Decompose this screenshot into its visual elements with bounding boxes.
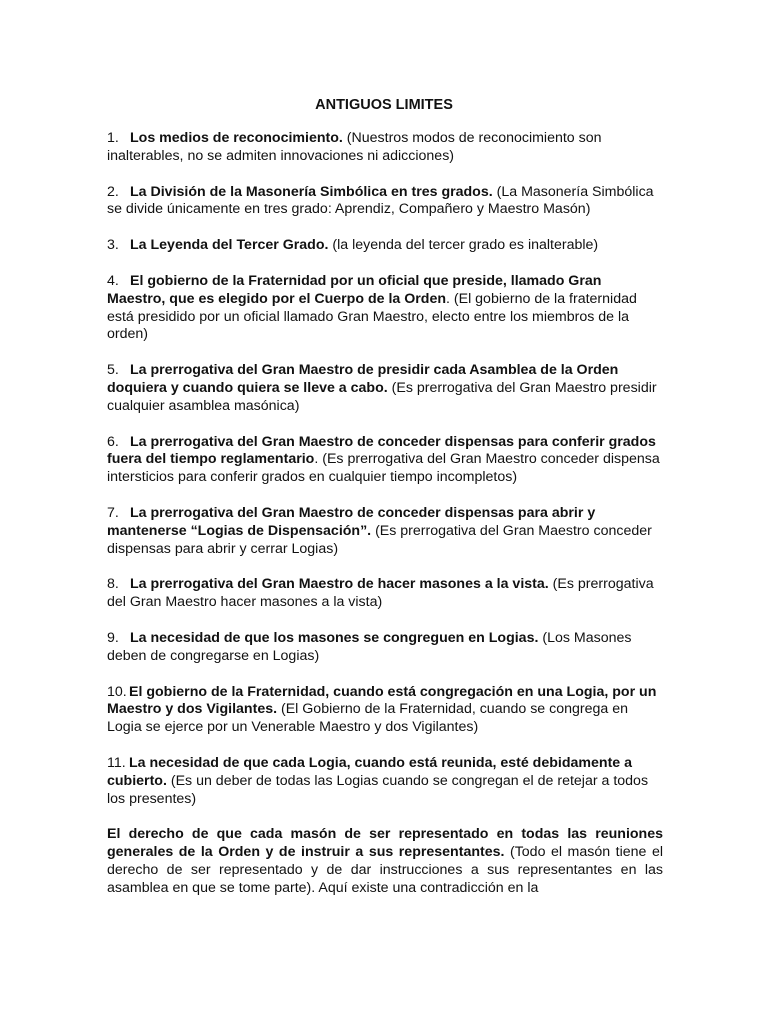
item-number: 3. <box>107 237 119 254</box>
item-text: (Es prerrogativa del Gran Maestro presidir cualquier asamblea masónica) <box>107 379 657 414</box>
item-heading: La prerrogativa del Gran Maestro de conceder dispensas para conferir grados fuera del tiempo reglamentario <box>107 433 656 468</box>
item-number: 2. <box>107 183 119 200</box>
item-number: 8. <box>107 576 119 593</box>
item-number: 6. <box>107 433 119 450</box>
paragraph-heading: El derecho de que cada masón de ser representado en todas las reuniones generales de la Orden y de instruir a sus representantes. <box>107 826 663 861</box>
item-number: 4. <box>107 272 119 289</box>
item-text: (Es un deber de todas las Logias cuando se congregan el de retejar a todos los presentes) <box>107 772 649 807</box>
list-item <box>107 576 663 612</box>
list-item <box>107 184 663 220</box>
item-number: 5. <box>107 362 119 379</box>
item-text: (Nuestros modos de reconocimiento son inalterables, no se admiten innovaciones ni adicciones) <box>107 130 602 164</box>
item-heading: Los medios de reconocimiento. <box>130 130 343 146</box>
item-heading: El gobierno de la Fraternidad por un oficial que preside, llamado Gran Maestro, que es elegido por el Cuerpo de la Orden <box>107 272 602 307</box>
list-item <box>107 362 663 415</box>
item-text: (Los Masones deben de congregarse en Logias) <box>107 629 632 664</box>
list-item <box>107 630 663 666</box>
item-text: (La Masonería Simbólica se divide únicamente en tres grado: Aprendiz, Compañero y Maestro Masón) <box>107 183 654 218</box>
item-heading: La División de la Masonería Simbólica en tres grados. <box>130 183 493 200</box>
list-item <box>107 130 663 166</box>
item-text: . (El gobierno de la fraternidad está presidido por un oficial llamado Gran Maestro, electo entre los miembros de la orden) <box>107 290 637 343</box>
list-item <box>107 684 663 737</box>
list-item <box>107 237 663 255</box>
item-text: (Es prerrogativa del Gran Maestro conceder dispensas para abrir y cerrar Logias) <box>107 522 652 557</box>
item-number: 7. <box>107 504 119 521</box>
item-text: . (Es prerrogativa del Gran Maestro conceder dispensa intersticios para conferir grados en cualquier tiempo incompletos) <box>107 451 660 486</box>
list-item <box>107 505 663 558</box>
item-heading: La prerrogativa del Gran Maestro de conceder dispensas para abrir y mantenerse “Logias de Dispensación”. <box>107 504 596 539</box>
limits-list <box>107 130 663 916</box>
item-text: (Es prerrogativa del Gran Maestro hacer masones a la vista) <box>107 576 654 611</box>
item-number: 9. <box>107 629 119 646</box>
paragraph-text: (Todo el masón tiene el derecho de ser representado y de dar instrucciones a sus representantes en las asamblea en que se tome parte). Aquí existe una contradicción en la <box>107 844 663 896</box>
item-heading: La prerrogativa del Gran Maestro de presidir cada Asamblea de la Orden doquiera y cuando quiera se lleve a cabo. <box>107 362 619 396</box>
item-heading: La Leyenda del Tercer Grado. <box>130 237 329 254</box>
item-heading: La prerrogativa del Gran Maestro de hacer masones a la vista. <box>130 576 549 593</box>
list-item <box>107 273 663 344</box>
document-title: ANTIGUOS LIMITES <box>315 97 453 113</box>
item-text: (El Gobierno de la Fraternidad, cuando se congrega en Logia se ejerce por un Venerable Maestro y dos Vigilantes) <box>107 701 629 736</box>
list-item <box>107 434 663 487</box>
item-text: (la leyenda del tercer grado es inalterable) <box>328 237 599 254</box>
list-item <box>107 755 663 808</box>
item-number: 11. <box>107 754 126 771</box>
item-number: 10. <box>107 683 127 700</box>
item-heading: La necesidad de que cada Logia, cuando está reunida, esté debidamente a cubierto. <box>107 754 633 789</box>
final-paragraph <box>107 826 663 897</box>
item-number: 1. <box>107 130 119 146</box>
item-heading: El gobierno de la Fraternidad, cuando está congregación en una Logia, por un Maestro y dos Vigilantes. <box>107 683 657 718</box>
item-heading: La necesidad de que los masones se congreguen en Logias. <box>130 629 539 646</box>
